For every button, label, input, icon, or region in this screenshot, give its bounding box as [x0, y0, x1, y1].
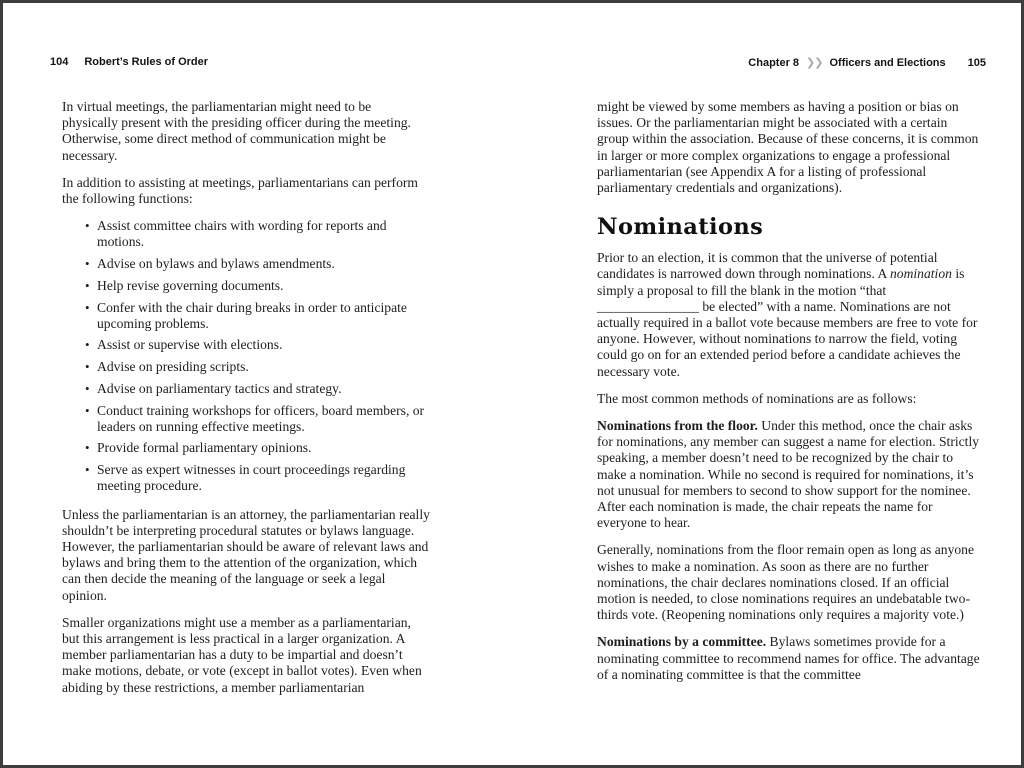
right-running-title: Officers and Elections — [829, 57, 946, 69]
left-page-number: 104 — [50, 56, 69, 68]
paragraph: Unless the parliamentarian is an attorney, the parliamentarian really shouldn’t be interpreting procedural statutes or bylaws language. However, the parliamentarian should be aware of relevant laws and bylaws and bring them to the attention of the organization, which can then decide the meaning of the language or seek a legal opinion. — [62, 506, 430, 603]
chapter-label: Chapter 8 — [748, 57, 800, 69]
paragraph-text: Bylaws sometimes provide for a nominating committee to recommend names for office. The advantage of a nominating committee is that the committee — [597, 634, 980, 682]
bold-lead-in: Nominations by a committee. — [597, 634, 767, 650]
paragraph: might be viewed by some members as having a position or bias on issues. Or the parliamentarian might be associated with a certain group within the association. Because of these concerns, it is common in larger or more complex organizations to engage a professional parliamentarian (see Appendix A for a listing of professional parliamentary credentials and organizations). — [597, 99, 979, 196]
bold-lead-in: Nominations from the floor. — [597, 418, 758, 434]
bullet-item: • Advise on parliamentary tactics and strategy. — [85, 381, 430, 397]
italic-term: nomination — [889, 266, 952, 282]
bullet-item: • Advise on bylaws and bylaws amendments. — [85, 256, 430, 272]
bullet-item: • Serve as expert witnesses in court proceedings regarding meeting procedure. — [85, 462, 430, 494]
left-running-head — [50, 56, 482, 70]
bullet-item: • Confer with the chair during breaks in order to anticipate upcoming problems. — [85, 300, 430, 332]
right-page-body — [597, 99, 981, 683]
bullet-item: • Assist or supervise with elections. — [85, 337, 430, 353]
bullet-item: • Provide formal parliamentary opinions. — [85, 440, 430, 456]
right-page — [597, 56, 986, 694]
paragraph — [597, 634, 981, 683]
bullet-item: • Advise on presiding scripts. — [85, 359, 430, 375]
paragraph-text: Prior to an election, it is common that the universe of potential candidates is narrowed down through nominations. A — [597, 250, 938, 282]
bullet-item: • Assist committee chairs with wording for reports and motions. — [85, 218, 430, 250]
paragraph-text: Under this method, once the chair asks for nominations, any member can suggest a name for election. Strictly speaking, a member doesn’t need to be recognized by the chair to make a nomination. While no second is required for nominations, it’s not unusual for members to second to show support for the nominee. After each nomination is made, the chair repeats the name for everyone to hear. — [597, 418, 980, 531]
paragraph: Generally, nominations from the floor remain open as long as anyone wishes to make a nomination. As soon as there are no further nominations, the chair declares nominations closed. If an official motion is needed, to close nominations requires an undebatable two-thirds vote. (Reopening nominations only requires a majority vote.) — [597, 542, 974, 623]
paragraph: In virtual meetings, the parliamentarian might need to be physically present with the presiding officer during the meeting. Otherwise, some direct method of communication might be necessary. — [62, 99, 411, 163]
bullet-item: • Help revise governing documents. — [85, 278, 430, 294]
left-running-title: Robert’s Rules of Order — [84, 56, 209, 68]
paragraph: The most common methods of nominations are as follows: — [597, 390, 917, 406]
bullet-item: • Conduct training workshops for officers, board members, or leaders on running effective meetings. — [85, 403, 430, 435]
section-heading-nominations: Nominations — [597, 214, 764, 241]
parliamentarian-functions-list — [62, 218, 430, 494]
left-page-body — [62, 99, 430, 696]
paragraph — [597, 250, 981, 380]
paragraph: Smaller organizations might use a member as a parliamentarian, but this arrangement is less practical in a larger organization. A member parliamentarian has a duty to be impartial and doesn’t make motions, debate, or vote (except in ballot votes). Even when abiding by these restrictions, a member parliamentarian — [62, 614, 422, 695]
paragraph: In addition to assisting at meetings, parliamentarians can perform the following functions: — [62, 174, 418, 207]
double-chevron-icon: ❯❯ — [806, 56, 823, 69]
paragraph-text: is simply a proposal to fill the blank in the motion “that _______________ be elected” with a name. Nominations are not actually required in a ballot vote because members are free to vote for anyone. However, without nominations to narrow the field, voting could go on for an extended period before a candidate achieves the necessary vote. — [597, 266, 978, 379]
left-page — [50, 56, 482, 707]
paragraph — [597, 418, 981, 531]
right-page-number: 105 — [967, 57, 986, 69]
right-running-head — [597, 56, 986, 70]
